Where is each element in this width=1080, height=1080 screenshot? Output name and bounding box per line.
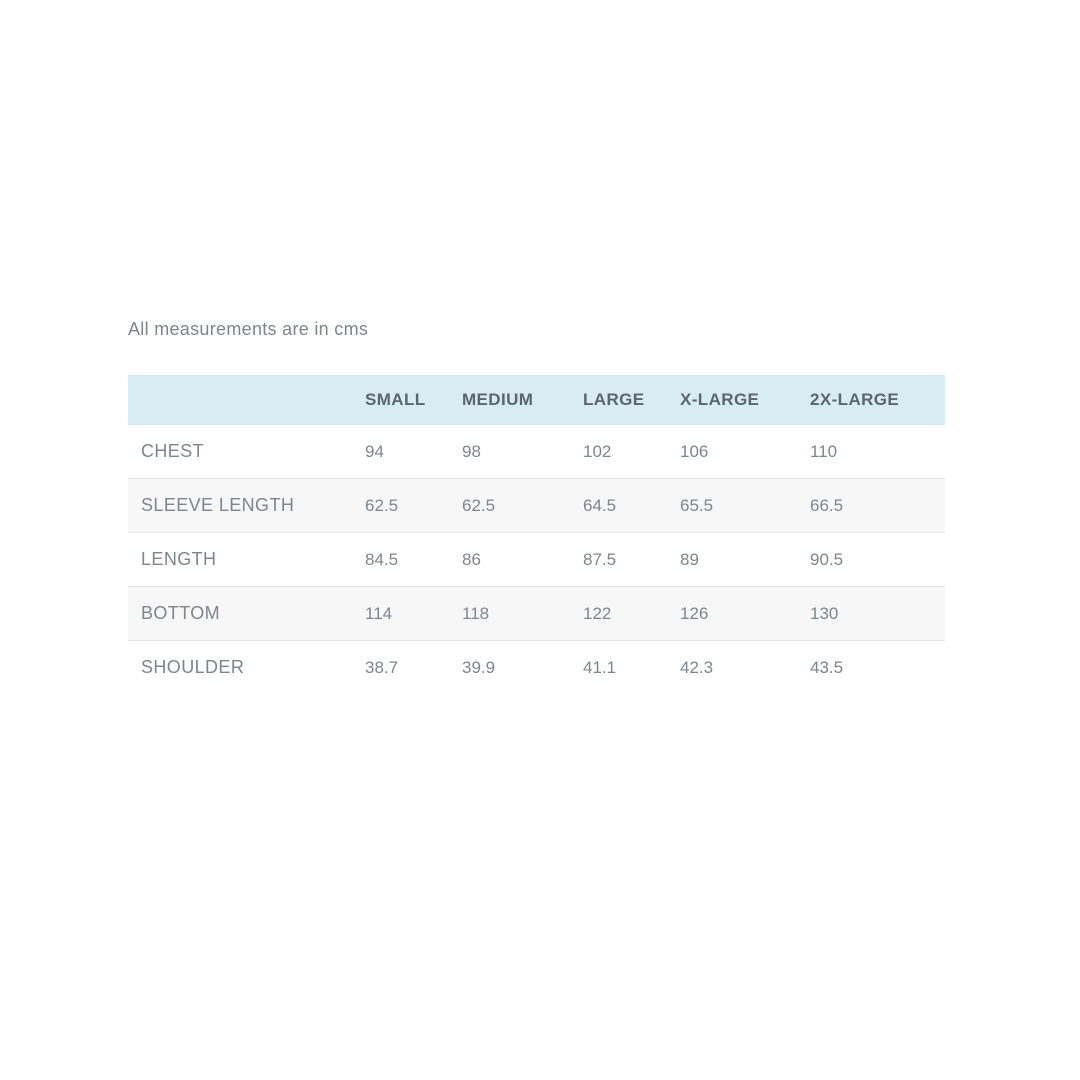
table-row-sleeve-length	[128, 479, 945, 533]
row-label-sleeve-length: SLEEVE LENGTH	[141, 495, 295, 515]
table-row-bottom	[128, 587, 945, 641]
table-cell: 62.5	[365, 495, 399, 515]
table-cell: 64.5	[583, 495, 617, 515]
table-cell: 102	[583, 441, 612, 461]
table-cell: 114	[365, 603, 393, 623]
row-label-shoulder: SHOULDER	[141, 657, 245, 677]
table-row-shoulder	[128, 641, 945, 695]
table-row-chest	[128, 425, 945, 479]
table-row-length	[128, 533, 945, 587]
table-cell: 43.5	[810, 657, 844, 677]
table-cell: 130	[810, 603, 839, 623]
table-cell: 84.5	[365, 549, 399, 569]
row-label-chest: CHEST	[141, 441, 205, 461]
table-cell: 66.5	[810, 495, 844, 515]
table-cell: 118	[462, 603, 490, 623]
header-cell-medium: MEDIUM	[462, 375, 583, 425]
table-cell: 38.7	[365, 657, 399, 677]
size-chart-table	[128, 375, 945, 694]
table-cell: 94	[365, 441, 384, 461]
table-cell: 89	[680, 549, 699, 569]
table-cell: 126	[680, 603, 709, 623]
table-cell: 98	[462, 441, 481, 461]
header-cell-2xlarge: 2X-LARGE	[810, 375, 945, 425]
table-cell: 87.5	[583, 549, 617, 569]
table-cell: 110	[810, 441, 838, 461]
table-cell: 39.9	[462, 657, 496, 677]
table-cell: 90.5	[810, 549, 844, 569]
header-cell-small: SMALL	[365, 375, 462, 425]
header-cell-blank	[128, 375, 365, 425]
measurements-note: All measurements are in cms	[128, 319, 369, 339]
header-cell-xlarge: X-LARGE	[680, 375, 810, 425]
table-cell: 86	[462, 549, 481, 569]
table-cell: 106	[680, 441, 709, 461]
table-cell: 41.1	[583, 657, 617, 677]
table-cell: 122	[583, 603, 612, 623]
table-cell: 65.5	[680, 495, 714, 515]
row-label-bottom: BOTTOM	[141, 603, 221, 623]
table-cell: 42.3	[680, 657, 714, 677]
table-header-row	[128, 375, 945, 425]
row-label-length: LENGTH	[141, 549, 217, 569]
header-cell-large: LARGE	[583, 375, 680, 425]
table-cell: 62.5	[462, 495, 496, 515]
